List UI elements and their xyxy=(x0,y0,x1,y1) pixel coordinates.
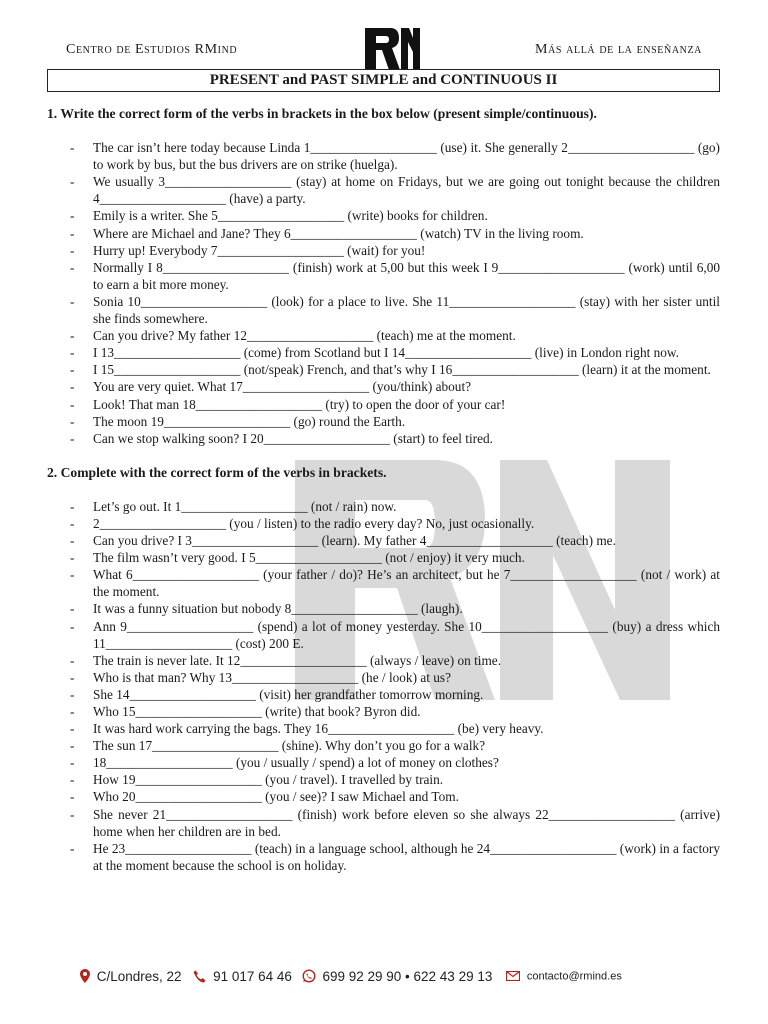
footer-whatsapp: 699 92 29 90 • 622 43 29 13 xyxy=(322,968,493,984)
exercise-item: - It was hard work carrying the bags. They 16___________________ (be) very heavy. xyxy=(47,720,720,737)
phone-icon xyxy=(193,970,206,983)
exercise-item: - Can you drive? I 3___________________ (learn). My father 4___________________ (teach) me. xyxy=(47,532,720,549)
exercise-item: - Who 15___________________ (write) that book? Byron did. xyxy=(47,703,720,720)
exercise-item: - She 14___________________ (visit) her grandfather tomorrow morning. xyxy=(47,686,720,703)
whatsapp-icon xyxy=(302,969,316,983)
location-pin-icon xyxy=(80,969,90,983)
exercise-item: - I 13___________________ (come) from Scotland but I 14___________________ (live) in London right now. xyxy=(47,344,720,361)
exercise-item: - 18___________________ (you / usually / spend) a lot of money on clothes? xyxy=(47,754,720,771)
exercise-item: - Ann 9___________________ (spend) a lot of money yesterday. She 10___________________ (buy) a dress which 11___________________ (cost) 200 E. xyxy=(47,618,720,652)
exercise-item: - The moon 19___________________ (go) round the Earth. xyxy=(47,413,720,430)
section2-list xyxy=(47,498,720,874)
school-slogan: Más allá de la enseñanza xyxy=(535,42,702,57)
worksheet-body xyxy=(47,105,720,874)
exercise-item: - The film wasn’t very good. I 5___________________ (not / enjoy) it very much. xyxy=(47,549,720,566)
exercise-item: - He 23___________________ (teach) in a language school, although he 24___________________ (work) in a factory at the moment because the school is on holiday. xyxy=(47,840,720,874)
exercise-item: - Emily is a writer. She 5___________________ (write) books for children. xyxy=(47,207,720,224)
exercise-item: - The sun 17___________________ (shine). Why don’t you go for a walk? xyxy=(47,737,720,754)
footer-address: C/Londres, 22 xyxy=(96,968,182,984)
exercise-item: - 2___________________ (you / listen) to the radio every day? No, just ocasionally. xyxy=(47,515,720,532)
exercise-item: - Can we stop walking soon? I 20___________________ (start) to feel tired. xyxy=(47,430,720,447)
exercise-item: - You are very quiet. What 17___________________ (you/think) about? xyxy=(47,378,720,395)
worksheet-title: PRESENT and PAST SIMPLE and CONTINUOUS II xyxy=(47,69,720,92)
exercise-item: - Where are Michael and Jane? They 6___________________ (watch) TV in the living room. xyxy=(47,225,720,242)
section2-instruction: 2. Complete with the correct form of the verbs in brackets. xyxy=(47,464,387,480)
page-footer xyxy=(80,968,622,984)
exercise-item: - Hurry up! Everybody 7___________________ (wait) for you! xyxy=(47,242,720,259)
rmind-logo xyxy=(363,28,421,70)
school-name: Centro de Estudios RMind xyxy=(66,42,238,57)
section1-list xyxy=(47,139,720,447)
exercise-item: - Sonia 10___________________ (look) for a place to live. She 11___________________ (stay) with her sister until she finds somewhere. xyxy=(47,293,720,327)
exercise-item: - She never 21___________________ (finish) work before eleven so she always 22___________________ (arrive) home when her children are in bed. xyxy=(47,806,720,840)
exercise-item: - Can you drive? My father 12___________________ (teach) me at the moment. xyxy=(47,327,720,344)
footer-email: contacto@rmind.es xyxy=(526,970,622,983)
exercise-item: - It was a funny situation but nobody 8___________________ (laugh). xyxy=(47,600,720,617)
exercise-item: - The train is never late. It 12___________________ (always / leave) on time. xyxy=(47,652,720,669)
exercise-item: - I 15___________________ (not/speak) French, and that’s why I 16___________________ (learn) it at the moment. xyxy=(47,361,720,378)
exercise-item: - Normally I 8___________________ (finish) work at 5,00 but this week I 9___________________ (work) until 6,00 to earn a bit more money. xyxy=(47,259,720,293)
exercise-item: - Let’s go out. It 1___________________ (not / rain) now. xyxy=(47,498,720,515)
exercise-item: - What 6___________________ (your father / do)? He’s an architect, but he 7___________________ (not / work) at the moment. xyxy=(47,566,720,600)
exercise-item: - How 19___________________ (you / travel). I travelled by train. xyxy=(47,771,720,788)
mail-icon xyxy=(506,971,520,981)
exercise-item: - The car isn’t here today because Linda 1___________________ (use) it. She generally 2___________________ (go) to work by bus, but the bus drivers are on strike (huelga). xyxy=(47,139,720,173)
exercise-item: - We usually 3___________________ (stay) at home on Fridays, but we are going out tonight because the children 4___________________ (have) a party. xyxy=(47,173,720,207)
footer-phone: 91 017 64 46 xyxy=(213,968,292,984)
exercise-item: - Who is that man? Why 13___________________ (he / look) at us? xyxy=(47,669,720,686)
exercise-item: - Who 20___________________ (you / see)? I saw Michael and Tom. xyxy=(47,788,720,805)
exercise-item: - Look! That man 18___________________ (try) to open the door of your car! xyxy=(47,396,720,413)
page-header xyxy=(0,40,768,70)
section1-instruction: 1. Write the correct form of the verbs in brackets in the box below (present simple/continuous). xyxy=(47,106,597,121)
